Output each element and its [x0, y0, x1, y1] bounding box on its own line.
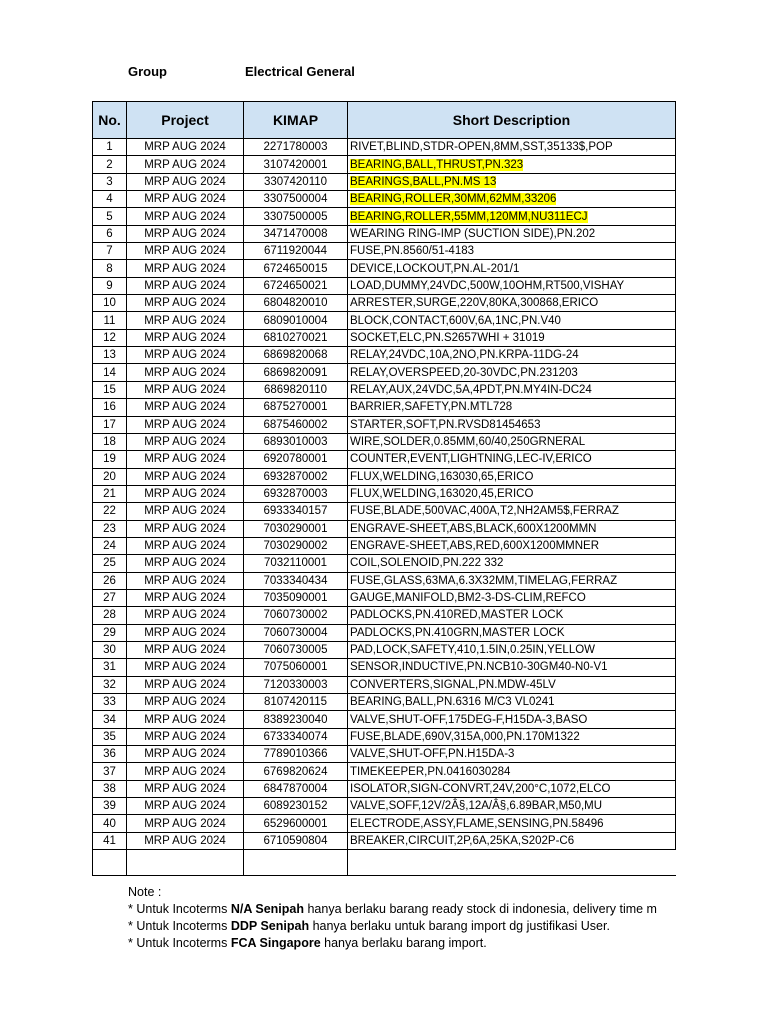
description-text: BEARING,ROLLER,55MM,120MM,NU311ECJ [350, 210, 588, 223]
cell-short-description [348, 208, 676, 225]
column-header-kimap: KIMAP [244, 102, 348, 139]
cell-no: 6 [93, 225, 127, 242]
table-row [93, 589, 676, 606]
cell-project: MRP AUG 2024 [127, 624, 244, 641]
cell-short-description [348, 694, 676, 711]
cell-no: 3 [93, 173, 127, 190]
description-text: PADLOCKS,PN.410GRN,MASTER LOCK [350, 626, 565, 639]
table-header-row [93, 102, 676, 139]
cell-no: 30 [93, 641, 127, 658]
cell-kimap: 6893010003 [244, 433, 348, 450]
cell-project: MRP AUG 2024 [127, 433, 244, 450]
cell-no: 7 [93, 243, 127, 260]
cell-kimap: 6769820624 [244, 763, 348, 780]
table-row [93, 537, 676, 554]
cell-project: MRP AUG 2024 [127, 676, 244, 693]
cell-project: MRP AUG 2024 [127, 191, 244, 208]
cell-project: MRP AUG 2024 [127, 711, 244, 728]
cell-kimap: 2271780003 [244, 139, 348, 156]
note-text: hanya berlaku barang ready stock di indonesia, delivery time m [304, 902, 657, 916]
note-incoterm: N/A Senipah [230, 902, 304, 916]
cell-kimap: 6089230152 [244, 798, 348, 815]
cell-short-description [348, 607, 676, 624]
cell-short-description [348, 156, 676, 173]
description-text: DEVICE,LOCKOUT,PN.AL-201/1 [350, 262, 520, 275]
table-row [93, 728, 676, 745]
group-label: Group [128, 64, 167, 79]
blank-cell [244, 850, 348, 876]
cell-kimap: 6933340157 [244, 503, 348, 520]
description-text: VALVE,SHUT-OFF,PN.H15DA-3 [350, 748, 515, 761]
cell-project: MRP AUG 2024 [127, 468, 244, 485]
description-text: BEARING,BALL,THRUST,PN.323 [350, 158, 524, 171]
cell-kimap: 3307500004 [244, 191, 348, 208]
description-text: RELAY,OVERSPEED,20-30VDC,PN.231203 [350, 366, 578, 379]
table-row [93, 520, 676, 537]
cell-project: MRP AUG 2024 [127, 364, 244, 381]
table-row [93, 641, 676, 658]
cell-kimap: 8107420115 [244, 694, 348, 711]
cell-no: 8 [93, 260, 127, 277]
cell-project: MRP AUG 2024 [127, 451, 244, 468]
table-row [93, 312, 676, 329]
cell-kimap: 6804820010 [244, 295, 348, 312]
note-line [128, 918, 768, 935]
cell-short-description [348, 780, 676, 797]
cell-kimap: 7030290001 [244, 520, 348, 537]
table-row [93, 451, 676, 468]
cell-kimap: 6710590804 [244, 832, 348, 849]
cell-no: 33 [93, 694, 127, 711]
cell-no: 25 [93, 555, 127, 572]
note-text: hanya berlaku barang import. [320, 936, 487, 950]
cell-no: 22 [93, 503, 127, 520]
cell-kimap: 3307420110 [244, 173, 348, 190]
cell-short-description [348, 347, 676, 364]
cell-project: MRP AUG 2024 [127, 815, 244, 832]
cell-project: MRP AUG 2024 [127, 607, 244, 624]
cell-project: MRP AUG 2024 [127, 520, 244, 537]
cell-no: 32 [93, 676, 127, 693]
cell-kimap: 7060730005 [244, 641, 348, 658]
table-row [93, 763, 676, 780]
note-line [128, 935, 768, 952]
table-row [93, 381, 676, 398]
description-text: LOAD,DUMMY,24VDC,500W,10OHM,RT500,VISHAY [350, 279, 625, 292]
cell-no: 24 [93, 537, 127, 554]
cell-project: MRP AUG 2024 [127, 798, 244, 815]
column-header-no: No. [93, 102, 127, 139]
cell-project: MRP AUG 2024 [127, 260, 244, 277]
cell-short-description [348, 537, 676, 554]
cell-kimap: 3307500005 [244, 208, 348, 225]
cell-project: MRP AUG 2024 [127, 832, 244, 849]
description-text: VALVE,SOFF,12V/2Â§,12A/Â§,6.89BAR,M50,MU [350, 800, 603, 813]
cell-no: 18 [93, 433, 127, 450]
description-text: FUSE,BLADE,690V,315A,000,PN.170M1322 [350, 730, 580, 743]
cell-no: 39 [93, 798, 127, 815]
cell-kimap: 3107420001 [244, 156, 348, 173]
description-text: RELAY,24VDC,10A,2NO,PN.KRPA-11DG-24 [350, 349, 579, 362]
note-text: * Untuk Incoterms [128, 902, 231, 916]
description-text: FUSE,BLADE,500VAC,400A,T2,NH2AM5$,FERRAZ [350, 505, 619, 518]
cell-project: MRP AUG 2024 [127, 277, 244, 294]
cell-kimap: 6809010004 [244, 312, 348, 329]
cell-short-description [348, 312, 676, 329]
notes-section [128, 884, 768, 952]
cell-no: 12 [93, 329, 127, 346]
table-row [93, 694, 676, 711]
description-text: FUSE,GLASS,63MA,6.3X32MM,TIMELAG,FERRAZ [350, 574, 618, 587]
cell-kimap: 6810270021 [244, 329, 348, 346]
cell-kimap: 7060730002 [244, 607, 348, 624]
description-text: PAD,LOCK,SAFETY,410,1.5IN,0.25IN,YELLOW [350, 644, 596, 657]
description-text: GAUGE,MANIFOLD,BM2-3-DS-CLIM,REFCO [350, 592, 586, 605]
cell-short-description [348, 468, 676, 485]
table-row [93, 659, 676, 676]
cell-short-description [348, 572, 676, 589]
cell-short-description [348, 746, 676, 763]
description-text: BLOCK,CONTACT,600V,6A,1NC,PN.V40 [350, 314, 561, 327]
cell-kimap: 6875270001 [244, 399, 348, 416]
cell-project: MRP AUG 2024 [127, 243, 244, 260]
table-row [93, 555, 676, 572]
cell-short-description [348, 815, 676, 832]
cell-no: 36 [93, 746, 127, 763]
description-text: BREAKER,CIRCUIT,2P,6A,25KA,S202P-C6 [350, 834, 575, 847]
cell-no: 1 [93, 139, 127, 156]
table-row [93, 191, 676, 208]
cell-project: MRP AUG 2024 [127, 139, 244, 156]
cell-kimap: 6869820068 [244, 347, 348, 364]
cell-short-description [348, 832, 676, 849]
description-text: COUNTER,EVENT,LIGHTNING,LEC-IV,ERICO [350, 453, 592, 466]
cell-project: MRP AUG 2024 [127, 780, 244, 797]
table-row [93, 798, 676, 815]
group-value: Electrical General [245, 64, 355, 79]
table-row [93, 780, 676, 797]
table-row [93, 503, 676, 520]
blank-cell [93, 850, 127, 876]
notes-title: Note : [128, 885, 162, 899]
cell-project: MRP AUG 2024 [127, 485, 244, 502]
cell-no: 37 [93, 763, 127, 780]
table-row [93, 416, 676, 433]
cell-project: MRP AUG 2024 [127, 659, 244, 676]
cell-no: 13 [93, 347, 127, 364]
description-text: BEARING,BALL,PN.6316 M/C3 VL0241 [350, 696, 555, 709]
cell-no: 19 [93, 451, 127, 468]
column-header-project: Project [127, 102, 244, 139]
cell-no: 9 [93, 277, 127, 294]
cell-kimap: 6932870002 [244, 468, 348, 485]
cell-short-description [348, 711, 676, 728]
cell-project: MRP AUG 2024 [127, 537, 244, 554]
description-text: WEARING RING-IMP (SUCTION SIDE),PN.202 [350, 227, 596, 240]
cell-kimap: 7060730004 [244, 624, 348, 641]
cell-project: MRP AUG 2024 [127, 312, 244, 329]
cell-short-description [348, 416, 676, 433]
table-row [93, 173, 676, 190]
cell-short-description [348, 225, 676, 242]
table-row [93, 433, 676, 450]
cell-short-description [348, 381, 676, 398]
table-row [93, 295, 676, 312]
cell-kimap: 6920780001 [244, 451, 348, 468]
cell-project: MRP AUG 2024 [127, 329, 244, 346]
cell-kimap: 7032110001 [244, 555, 348, 572]
cell-kimap: 6869820091 [244, 364, 348, 381]
table-row [93, 399, 676, 416]
cell-no: 23 [93, 520, 127, 537]
note-line [128, 901, 768, 918]
cell-project: MRP AUG 2024 [127, 173, 244, 190]
cell-no: 34 [93, 711, 127, 728]
description-text: ARRESTER,SURGE,220V,80KA,300868,ERICO [350, 297, 599, 310]
description-text: RELAY,AUX,24VDC,5A,4PDT,PN.MY4IN-DC24 [350, 383, 592, 396]
cell-no: 16 [93, 399, 127, 416]
table-row [93, 815, 676, 832]
cell-kimap: 6724650015 [244, 260, 348, 277]
cell-no: 35 [93, 728, 127, 745]
table-row [93, 832, 676, 849]
cell-short-description [348, 173, 676, 190]
table-row [93, 329, 676, 346]
cell-short-description [348, 503, 676, 520]
cell-project: MRP AUG 2024 [127, 295, 244, 312]
cell-short-description [348, 641, 676, 658]
table-row [93, 485, 676, 502]
cell-kimap: 7789010366 [244, 746, 348, 763]
description-text: TIMEKEEPER,PN.0416030284 [350, 765, 511, 778]
note-incoterm: FCA Singapore [230, 936, 321, 950]
cell-no: 38 [93, 780, 127, 797]
cell-kimap: 3471470008 [244, 225, 348, 242]
cell-kimap: 6875460002 [244, 416, 348, 433]
cell-kimap: 6711920044 [244, 243, 348, 260]
blank-cell [348, 850, 676, 876]
cell-short-description [348, 763, 676, 780]
items-table [92, 101, 676, 876]
cell-no: 14 [93, 364, 127, 381]
cell-kimap: 7035090001 [244, 589, 348, 606]
description-text: WIRE,SOLDER,0.85MM,60/40,250GRNERAL [350, 436, 586, 449]
cell-no: 28 [93, 607, 127, 624]
cell-short-description [348, 191, 676, 208]
table-row [93, 572, 676, 589]
table-row [93, 139, 676, 156]
description-text: SOCKET,ELC,PN.S2657WHI + 31019 [350, 331, 545, 344]
group-header [0, 64, 768, 82]
cell-project: MRP AUG 2024 [127, 572, 244, 589]
description-text: CONVERTERS,SIGNAL,PN.MDW-45LV [350, 678, 556, 691]
table-row [93, 260, 676, 277]
cell-no: 31 [93, 659, 127, 676]
cell-short-description [348, 624, 676, 641]
cell-no: 40 [93, 815, 127, 832]
cell-project: MRP AUG 2024 [127, 763, 244, 780]
description-text: ENGRAVE-SHEET,ABS,BLACK,600X1200MMN [350, 522, 597, 535]
column-header-short-description: Short Description [348, 102, 676, 139]
cell-short-description [348, 260, 676, 277]
cell-no: 2 [93, 156, 127, 173]
cell-kimap: 7120330003 [244, 676, 348, 693]
cell-no: 29 [93, 624, 127, 641]
cell-kimap: 7033340434 [244, 572, 348, 589]
cell-short-description [348, 433, 676, 450]
cell-kimap: 8389230040 [244, 711, 348, 728]
cell-no: 26 [93, 572, 127, 589]
description-text: RIVET,BLIND,STDR-OPEN,8MM,SST,35133$,POP [350, 141, 613, 154]
note-text: * Untuk Incoterms [128, 919, 231, 933]
cell-kimap: 7030290002 [244, 537, 348, 554]
cell-short-description [348, 277, 676, 294]
table-row [93, 156, 676, 173]
cell-short-description [348, 555, 676, 572]
table-row [93, 347, 676, 364]
cell-project: MRP AUG 2024 [127, 156, 244, 173]
cell-project: MRP AUG 2024 [127, 694, 244, 711]
cell-project: MRP AUG 2024 [127, 416, 244, 433]
note-text: hanya berlaku untuk barang import dg justifikasi User. [309, 919, 610, 933]
cell-short-description [348, 676, 676, 693]
cell-short-description [348, 485, 676, 502]
description-text: COIL,SOLENOID,PN.222 332 [350, 557, 504, 570]
table-row [93, 243, 676, 260]
cell-no: 11 [93, 312, 127, 329]
description-text: FUSE,PN.8560/51-4183 [350, 245, 475, 258]
table-body [93, 139, 676, 876]
cell-project: MRP AUG 2024 [127, 728, 244, 745]
cell-project: MRP AUG 2024 [127, 381, 244, 398]
cell-project: MRP AUG 2024 [127, 746, 244, 763]
description-text: FLUX,WELDING,163030,65,ERICO [350, 470, 534, 483]
table-row [93, 277, 676, 294]
cell-kimap: 6724650021 [244, 277, 348, 294]
description-text: SENSOR,INDUCTIVE,PN.NCB10-30GM40-N0-V1 [350, 661, 608, 674]
cell-no: 20 [93, 468, 127, 485]
cell-no: 15 [93, 381, 127, 398]
blank-row [93, 850, 676, 876]
cell-short-description [348, 798, 676, 815]
table-row [93, 607, 676, 624]
cell-no: 10 [93, 295, 127, 312]
table-row [93, 225, 676, 242]
cell-kimap: 7075060001 [244, 659, 348, 676]
cell-short-description [348, 243, 676, 260]
cell-project: MRP AUG 2024 [127, 589, 244, 606]
table-row [93, 746, 676, 763]
cell-kimap: 6932870003 [244, 485, 348, 502]
cell-short-description [348, 451, 676, 468]
cell-project: MRP AUG 2024 [127, 555, 244, 572]
description-text: VALVE,SHUT-OFF,175DEG-F,H15DA-3,BASO [350, 713, 588, 726]
cell-project: MRP AUG 2024 [127, 399, 244, 416]
note-text: * Untuk Incoterms [128, 936, 231, 950]
cell-no: 5 [93, 208, 127, 225]
cell-short-description [348, 589, 676, 606]
cell-project: MRP AUG 2024 [127, 347, 244, 364]
cell-short-description [348, 728, 676, 745]
description-text: BEARINGS,BALL,PN.MS 13 [350, 175, 497, 188]
table-row [93, 711, 676, 728]
cell-kimap: 6529600001 [244, 815, 348, 832]
table-row [93, 364, 676, 381]
cell-short-description [348, 659, 676, 676]
cell-project: MRP AUG 2024 [127, 225, 244, 242]
table-row [93, 676, 676, 693]
blank-cell [127, 850, 244, 876]
cell-short-description [348, 399, 676, 416]
cell-short-description [348, 295, 676, 312]
description-text: FLUX,WELDING,163020,45,ERICO [350, 488, 534, 501]
cell-no: 4 [93, 191, 127, 208]
cell-no: 17 [93, 416, 127, 433]
description-text: PADLOCKS,PN.410RED,MASTER LOCK [350, 609, 564, 622]
cell-no: 21 [93, 485, 127, 502]
table-row [93, 468, 676, 485]
description-text: BARRIER,SAFETY,PN.MTL728 [350, 401, 513, 414]
cell-short-description [348, 329, 676, 346]
cell-project: MRP AUG 2024 [127, 503, 244, 520]
table-row [93, 624, 676, 641]
cell-no: 27 [93, 589, 127, 606]
description-text: STARTER,SOFT,PN.RVSD81454653 [350, 418, 541, 431]
cell-kimap: 6847870004 [244, 780, 348, 797]
table-row [93, 208, 676, 225]
cell-kimap: 6733340074 [244, 728, 348, 745]
cell-project: MRP AUG 2024 [127, 208, 244, 225]
description-text: ISOLATOR,SIGN-CONVRT,24V,200°C,1072,ELCO [350, 782, 611, 795]
cell-short-description [348, 520, 676, 537]
note-incoterm: DDP Senipah [230, 919, 310, 933]
cell-short-description [348, 364, 676, 381]
cell-project: MRP AUG 2024 [127, 641, 244, 658]
cell-kimap: 6869820110 [244, 381, 348, 398]
description-text: BEARING,ROLLER,30MM,62MM,33206 [350, 193, 557, 206]
cell-short-description [348, 139, 676, 156]
description-text: ENGRAVE-SHEET,ABS,RED,600X1200MMNER [350, 540, 600, 553]
cell-no: 41 [93, 832, 127, 849]
description-text: ELECTRODE,ASSY,FLAME,SENSING,PN.58496 [350, 817, 604, 830]
